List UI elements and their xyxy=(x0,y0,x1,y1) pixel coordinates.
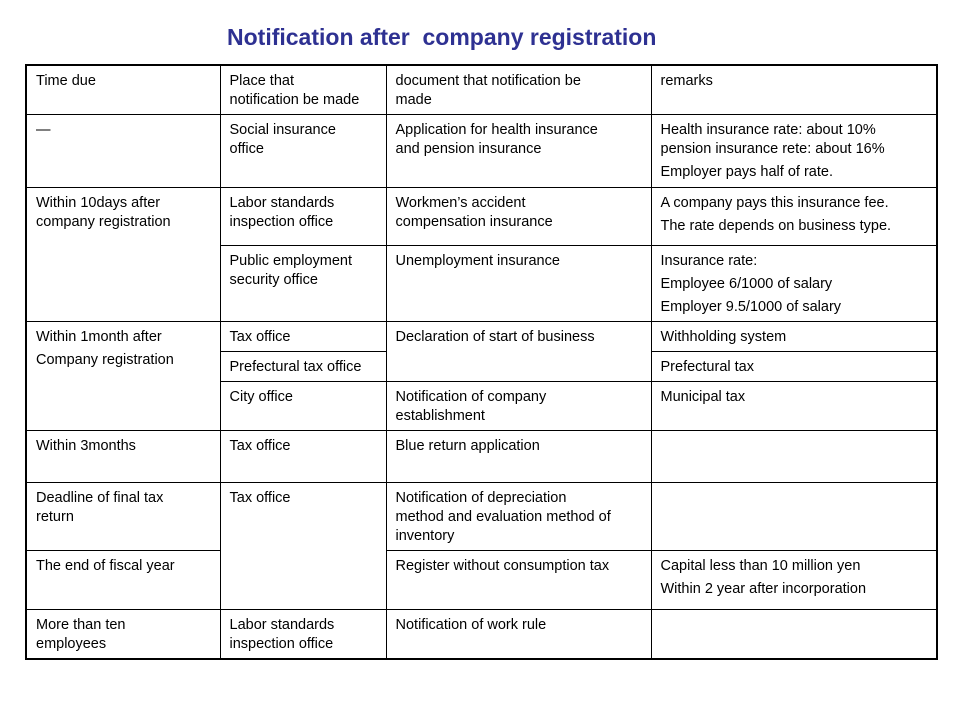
cell-remarks xyxy=(651,483,937,551)
table-row xyxy=(26,188,937,246)
cell-time xyxy=(26,322,220,431)
remarks-line: Capital less than 10 million yen xyxy=(660,558,861,574)
cell-time: Deadline of final tax return xyxy=(26,483,220,551)
cell-document: Unemployment insurance xyxy=(386,246,651,322)
remarks-line: Employee 6/1000 of salary xyxy=(660,276,833,292)
cell-place: City office xyxy=(220,382,386,431)
cell-remarks: Prefectural tax xyxy=(651,352,937,382)
cell-place: Labor standards inspection office xyxy=(220,188,386,246)
header-place: Place that notification be made xyxy=(220,65,386,115)
time-line: Within 1month after xyxy=(36,329,162,345)
remarks-line: Health insurance rate: about 10% pension insurance rete: about 16% xyxy=(660,122,885,157)
cell-place: Tax office xyxy=(220,322,386,352)
cell-place: Public employment security office xyxy=(220,246,386,322)
header-time-due: Time due xyxy=(26,65,220,115)
cell-remarks xyxy=(651,431,937,483)
cell-document: Register without consumption tax xyxy=(386,551,651,610)
table-row xyxy=(26,483,937,551)
remarks-line: Employer pays half of rate. xyxy=(660,164,833,180)
cell-document: Declaration of start of business xyxy=(386,322,651,382)
remarks-line: Employer 9.5/1000 of salary xyxy=(660,299,842,315)
table-row xyxy=(26,322,937,352)
cell-place: Social insurance office xyxy=(220,115,386,188)
header-document: document that notification be made xyxy=(386,65,651,115)
cell-document: Blue return application xyxy=(386,431,651,483)
cell-time: Within 3months xyxy=(26,431,220,483)
table-row xyxy=(26,115,937,188)
remarks-line: A company pays this insurance fee. xyxy=(660,195,889,211)
cell-remarks: Withholding system xyxy=(651,322,937,352)
cell-remarks: Municipal tax xyxy=(651,382,937,431)
header-remarks: remarks xyxy=(651,65,937,115)
notification-table xyxy=(25,64,938,660)
cell-remarks xyxy=(651,610,937,660)
cell-time: More than ten employees xyxy=(26,610,220,660)
page-title: Notification after company registration xyxy=(227,24,657,50)
time-line: Company registration xyxy=(36,352,174,368)
remarks-line: Within 2 year after incorporation xyxy=(660,581,867,597)
cell-remarks xyxy=(651,551,937,610)
cell-document: Workmen’s accident compensation insurance xyxy=(386,188,651,246)
cell-place: Prefectural tax office xyxy=(220,352,386,382)
cell-remarks xyxy=(651,115,937,188)
cell-time: The end of fiscal year xyxy=(26,551,220,610)
cell-document: Notification of company establishment xyxy=(386,382,651,431)
cell-remarks xyxy=(651,246,937,322)
cell-document: Notification of depreciation method and evaluation method of inventory xyxy=(386,483,651,551)
table-header-row xyxy=(26,65,937,115)
cell-place: Tax office xyxy=(220,431,386,483)
cell-place: Tax office xyxy=(220,483,386,610)
table-row xyxy=(26,551,937,610)
remarks-line: Insurance rate: xyxy=(660,253,758,269)
table-row xyxy=(26,431,937,483)
remarks-line: The rate depends on business type. xyxy=(660,218,892,234)
cell-document: Notification of work rule xyxy=(386,610,651,660)
cell-document: Application for health insurance and pension insurance xyxy=(386,115,651,188)
cell-place: Labor standards inspection office xyxy=(220,610,386,660)
table-row xyxy=(26,610,937,660)
cell-time: — xyxy=(26,115,220,188)
cell-time: Within 10days after company registration xyxy=(26,188,220,322)
cell-remarks xyxy=(651,188,937,246)
